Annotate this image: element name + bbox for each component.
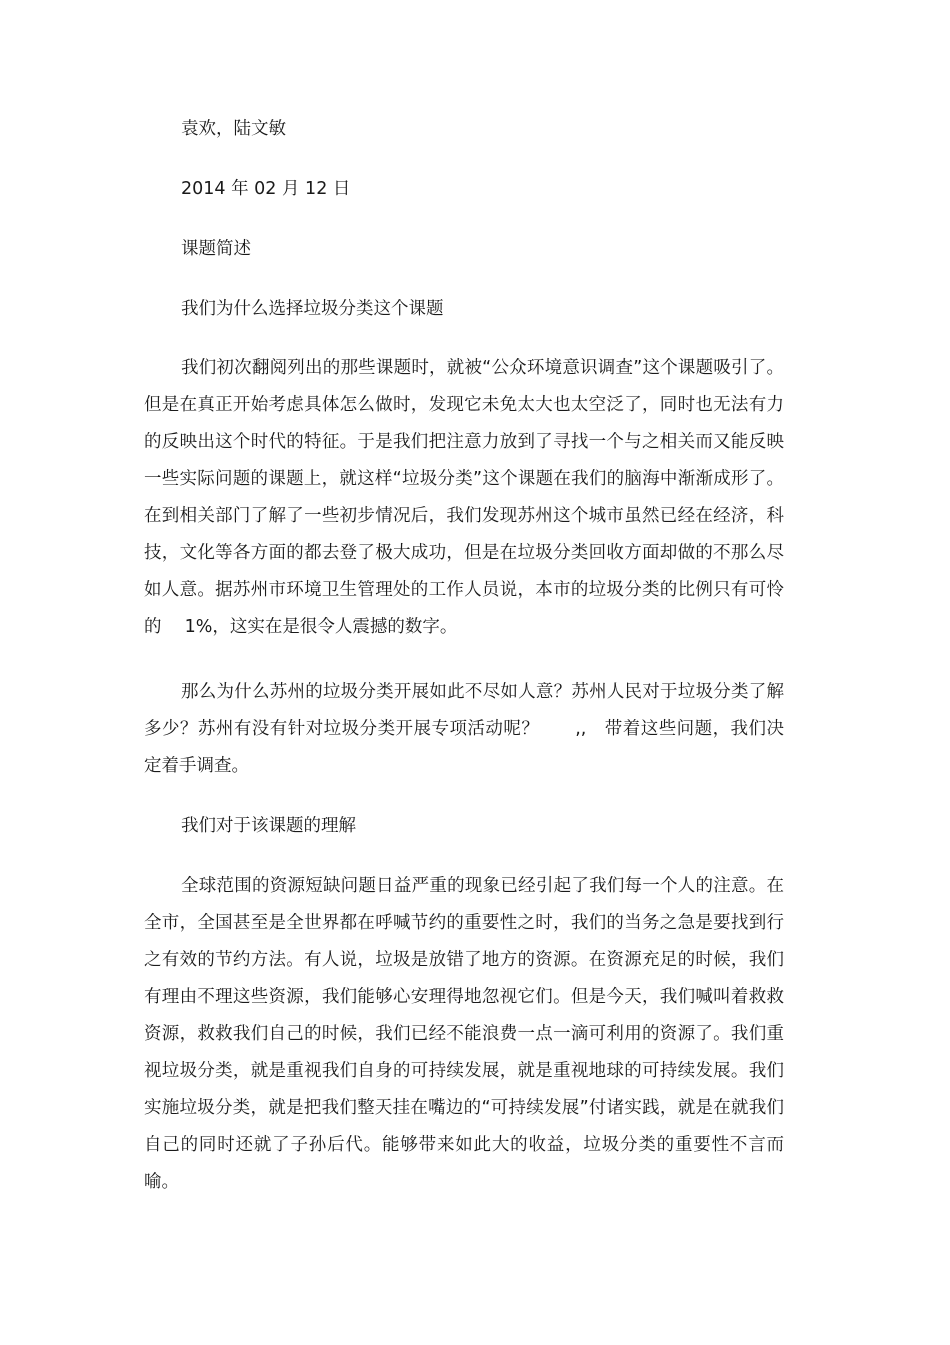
section-title: 课题简述 (181, 239, 251, 259)
subsection-title-understanding: 我们对于该课题的理解 (181, 816, 356, 836)
authors: 袁欢，陆文敏 (181, 119, 286, 139)
subsection-title-why: 我们为什么选择垃圾分类这个课题 (181, 299, 444, 319)
paragraph-reason: 我们初次翻阅列出的那些课题时，就被“公众环境意识调查”这个课题吸引了。但是在真正开始考虑具体怎么做时，发现它未免太大也太空泛了，同时也无法有力的反映出这个时代的特征。于是我们把注意力放到了寻找一个与之相关而又能反映一些实际问题的课题上，就这样“垃圾分类”这个课题在我们的脑海中渐渐成形了。在到相关部门了解了一些初步情况后，我们发现苏州这个城市虽然已经在经济，科技，文化等各方面的都去登了极大成功，但是在垃圾分类回收方面却做的不那么尽如人意。据苏州市环境卫生管理处的工作人员说，本市的垃圾分类的比例只有可怜的 1%，这实在是很令人震撼的数字。 (144, 358, 784, 637)
date: 2014 年 02 月 12 日 (181, 179, 351, 199)
paragraph-understanding: 全球范围的资源短缺问题日益严重的现象已经引起了我们每一个人的注意。在全市，全国甚至是全世界都在呼喊节约的重要性之时，我们的当务之急是要找到行之有效的节约方法。有人说，垃圾是放错了地方的资源。在资源充足的时候，我们有理由不理这些资源，我们能够心安理得地忽视它们。但是今天，我们喊叫着救救资源，救救我们自己的时候，我们已经不能浪费一点一滴可利用的资源了。我们重视垃圾分类，就是重视我们自身的可持续发展，就是重视地球的可持续发展。我们实施垃圾分类，就是把我们整天挂在嘴边的“可持续发展”付诸实践，就是在就我们自己的同时还就了子孙后代。能够带来如此大的收益，垃圾分类的重要性不言而喻。 (144, 876, 784, 1192)
paragraph-questions: 那么为什么苏州的垃圾分类开展如此不尽如人意？苏州人民对于垃圾分类了解多少？苏州有没有针对垃圾分类开展专项活动呢？ ,, 带着这些问题，我们决定着手调查。 (144, 682, 784, 776)
